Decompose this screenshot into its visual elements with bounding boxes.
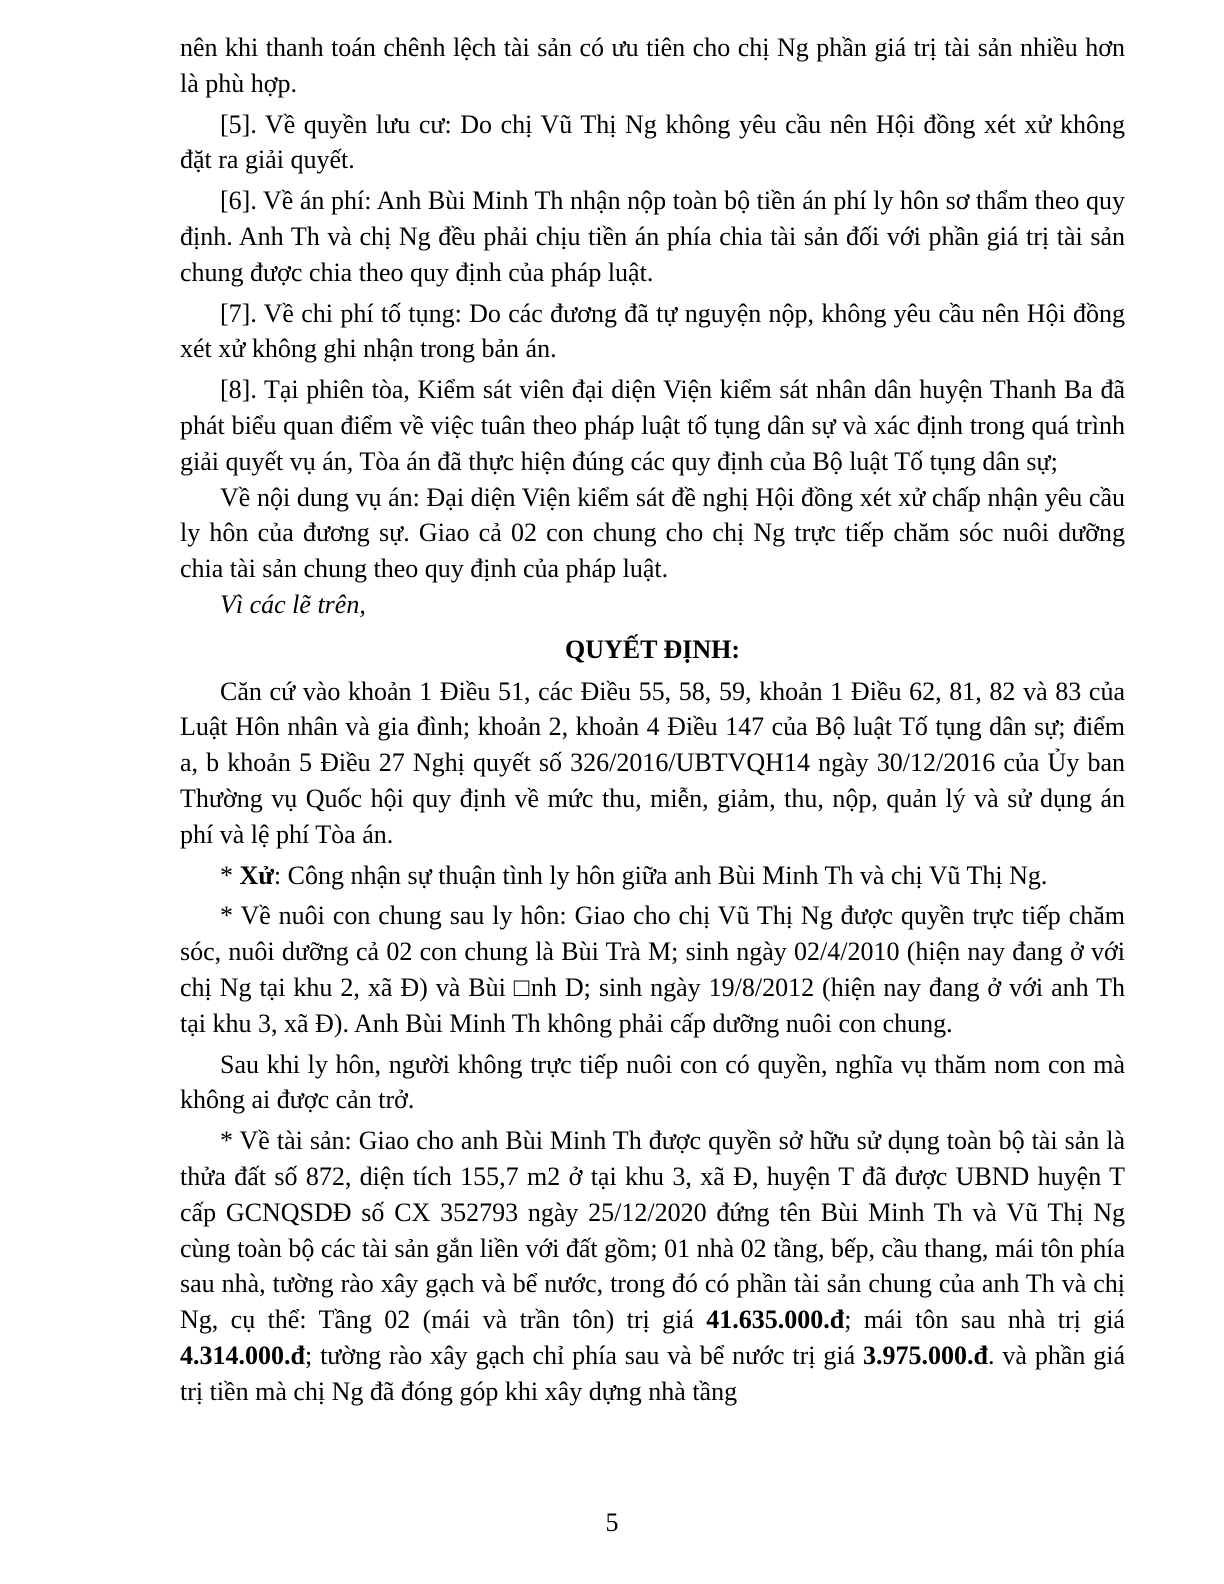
amount-fence-tank: 3.975.000.đ (863, 1340, 989, 1370)
document-page (180, 30, 1125, 1409)
paragraph-continuation: nên khi thanh toán chênh lệch tài sản có ưu tiên cho chị Ng phần giá trị tài sản nhiều hơn là phù hợp. (180, 33, 1125, 98)
paragraph-case-content: Về nội dung vụ án: Đại diện Viện kiểm sát đề nghị Hội đồng xét xử chấp nhận yêu cầu ly hôn của đương sự. Giao cả 02 con chung cho chị Ng trực tiếp chăm sóc nuôi dưỡng chia tài sản chung theo quy định của pháp luật. (180, 482, 1125, 584)
paragraph-procedural-costs: [7]. Về chi phí tố tụng: Do các đương đã tự nguyện nộp, không yêu cầu nên Hội đồng xét xử không ghi nhận trong bản án. (180, 298, 1125, 364)
page-number: 5 (605, 1508, 619, 1537)
paragraph-child-custody: * Về nuôi con chung sau ly hôn: Giao cho chị Vũ Thị Ng được quyền trực tiếp chăm sóc, nuôi dưỡng cả 02 con chung là Bùi Trà M; sinh ngày 02/4/2010 (hiện nay đang ở với chị Ng tại khu 2, xã Đ) và Bùi □nh D; sinh ngày 19/8/2012 (hiện nay đang ở với anh Th tại khu 3, xã Đ). Anh Bùi Minh Th không phải cấp dưỡng nuôi con chung. (180, 901, 1125, 1038)
verdict-label: Xử (239, 860, 274, 890)
property-text-3: ; tường rào xây gạch chỉ phía sau và bể nước trị giá (304, 1340, 864, 1370)
paragraph-visitation: Sau khi ly hôn, người không trực tiếp nuôi con có quyền, nghĩa vụ thăm nom con mà không ai được cản trở. (180, 1049, 1125, 1115)
amount-roof: 4.314.000.đ (180, 1340, 305, 1370)
property-text-1: * Về tài sản: Giao cho anh Bùi Minh Th được quyền sở hữu sử dụng toàn bộ tài sản là thửa đất số 872, diện tích 155,7 m2 ở tại khu 3, xã Đ, huyện T đã được UBND huyện T cấp GCNQSDĐ số CX 352793 ngày 25/12/2020 đứng tên Bùi Minh Th và Vũ Thị Ng cùng toàn bộ các tài sản gắn liền với đất gồm; 01 nhà 02 tầng, bếp, cầu thang, mái tôn phía sau nhà, tường rào xây gạch và bể nước, trong đó có phần tài sản chung của anh Th và chị Ng, cụ thể: Tầng 02 (mái và trần tôn) trị giá (180, 1126, 1125, 1335)
paragraph-property (180, 1123, 1125, 1409)
paragraph-reasoning-close: Vì các lẽ trên, (220, 589, 366, 619)
paragraph-residence-right: [5]. Về quyền lưu cư: Do chị Vũ Thị Ng không yêu cầu nên Hội đồng xét xử không đặt ra giải quyết. (180, 109, 1125, 175)
verdict-text: : Công nhận sự thuận tình ly hôn giữa anh Bùi Minh Th và chị Vũ Thị Ng. (273, 860, 1048, 890)
property-text-4: . và phần giá trị tiền mà chị Ng đã đóng góp khi xây dựng nhà tầng (180, 1340, 1126, 1406)
property-text-2: ; mái tôn sau nhà trị giá (844, 1305, 1125, 1335)
paragraph-prosecutor-opinion: [8]. Tại phiên tòa, Kiểm sát viên đại diện Viện kiểm sát nhân dân huyện Thanh Ba đã phát biểu quan điểm về việc tuân theo pháp luật tố tụng dân sự và xác định trong quá trình giải quyết vụ án, Tòa án đã thực hiện đúng các quy định của Bộ luật Tố tụng dân sự; (180, 375, 1125, 476)
amount-floor-2: 41.635.000.đ (706, 1305, 845, 1335)
decision-heading: QUYẾT ĐỊNH: (564, 634, 741, 664)
paragraph-court-fees: [6]. Về án phí: Anh Bùi Minh Th nhận nộp toàn bộ tiền án phí ly hôn sơ thẩm theo quy định. Anh Th và chị Ng đều phải chịu tiền án phía chia tài sản đối với phần giá trị tài sản chung được chia theo quy định của pháp luật. (180, 186, 1125, 287)
verdict-prefix: * (220, 860, 240, 890)
paragraph-verdict (180, 858, 1125, 894)
paragraph-legal-basis: Căn cứ vào khoản 1 Điều 51, các Điều 55, 58, 59, khoản 1 Điều 62, 81, 82 và 83 của Luật Hôn nhân và gia đình; khoản 2, khoản 4 Điều 147 của Bộ luật Tố tụng dân sự; điểm a, b khoản 5 Điều 27 Nghị quyết số 326/2016/UBTVQH14 ngày 30/12/2016 của Ủy ban Thường vụ Quốc hội quy định về mức thu, miễn, giảm, thu, nộp, quản lý và sử dụng án phí và lệ phí Tòa án. (180, 676, 1125, 849)
